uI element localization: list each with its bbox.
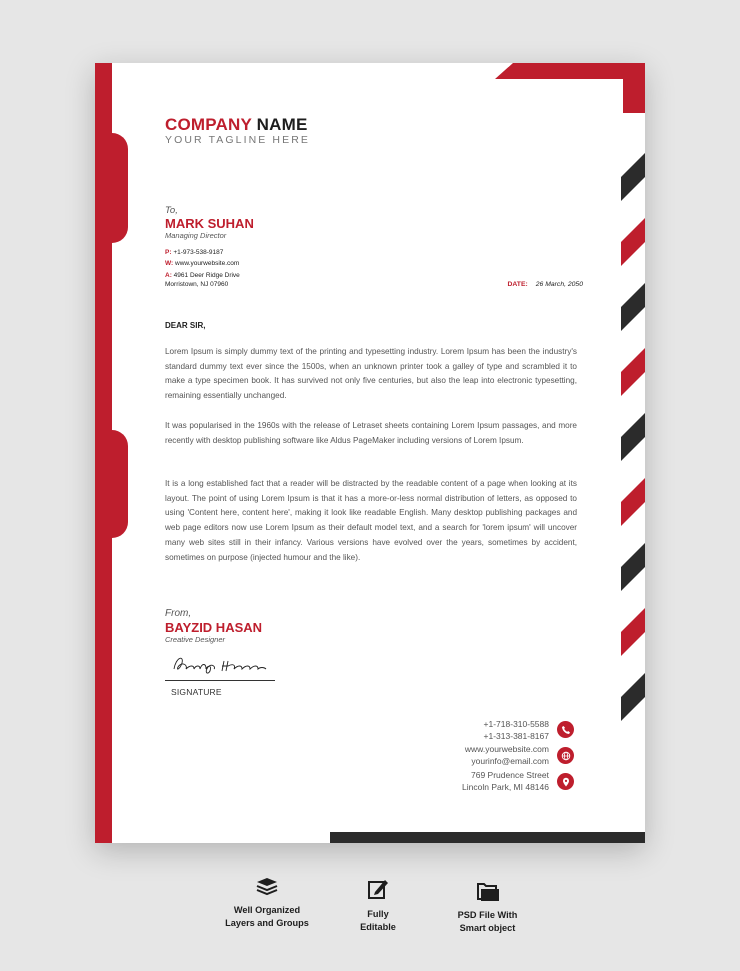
letter-date bbox=[508, 281, 584, 288]
footer-phone-2: +1-313-381-8167 bbox=[483, 731, 549, 741]
company-tagline: YOUR TAGLINE HERE bbox=[165, 134, 311, 146]
signature-label: SIGNATURE bbox=[171, 687, 222, 697]
company-name bbox=[165, 115, 308, 135]
edit-icon bbox=[366, 877, 390, 901]
feature-psd bbox=[440, 880, 535, 934]
feature-psd-line1: PSD File With bbox=[457, 910, 518, 920]
location-pin-icon bbox=[557, 773, 574, 790]
body-paragraph-3: It is a long established fact that a reader will be distracted by the readable content of a page when looking at its layout. The point of using Lorem Ipsum is that it has a more-or-less normal distribution of letters, as opposed to using 'Content here, content here', making it look like readable English. Many desktop publishing packages and web page editors now use Lorem Ipsum as their default model text, and a search for 'lorem ipsum' will uncover many web sites still in their infancy. Various versions have evolved over the years, sometimes by accident, sometimes on purpose (injected humour and the like). bbox=[165, 479, 577, 562]
phone-icon bbox=[557, 721, 574, 738]
left-accent-tab-middle bbox=[112, 430, 128, 538]
company-name-part1: COMPANY bbox=[165, 115, 252, 134]
address-line2: Morristown, NJ 07960 bbox=[165, 281, 229, 288]
salutation: DEAR SIR, bbox=[165, 321, 206, 330]
web-value: www.yourwebsite.com bbox=[175, 260, 240, 267]
feature-editable bbox=[338, 877, 418, 933]
company-name-part2: NAME bbox=[256, 115, 308, 134]
top-right-corner-accent bbox=[495, 63, 645, 113]
footer-web bbox=[465, 743, 549, 767]
footer-address bbox=[462, 769, 549, 793]
recipient-website bbox=[165, 259, 239, 268]
left-accent-bar bbox=[95, 63, 112, 843]
phone-value: +1-973-538-9187 bbox=[173, 249, 224, 256]
feature-editable-line2: Editable bbox=[360, 921, 396, 932]
footer-email: yourinfo@email.com bbox=[471, 756, 549, 766]
feature-layers bbox=[212, 877, 322, 929]
recipient-address bbox=[165, 271, 240, 289]
sender-title: Creative Designer bbox=[165, 635, 226, 644]
feature-layers-line1: Well Organized bbox=[233, 905, 301, 915]
layers-icon bbox=[255, 877, 279, 897]
date-label: DATE: bbox=[507, 281, 528, 288]
to-label: To, bbox=[165, 205, 178, 216]
globe-icon bbox=[557, 747, 574, 764]
sender-name: BAYZID HASAN bbox=[165, 620, 263, 635]
footer-website: www.yourwebsite.com bbox=[464, 744, 549, 754]
signature-image bbox=[170, 653, 270, 677]
address-label: A: bbox=[165, 272, 172, 279]
footer-address-2: Lincoln Park, MI 48146 bbox=[462, 782, 549, 792]
date-value: 26 March, 2050 bbox=[535, 281, 583, 288]
address-line1: 4961 Deer Ridge Drive bbox=[173, 272, 240, 279]
letterhead-page bbox=[95, 63, 645, 843]
folder-icon bbox=[475, 880, 501, 902]
feature-layers-line2: Layers and Groups bbox=[225, 917, 309, 928]
web-label: W: bbox=[165, 260, 174, 267]
feature-editable-line1: Fully bbox=[367, 909, 389, 919]
body-paragraph-1: Lorem Ipsum is simply dummy text of the printing and typesetting industry. Lorem Ipsum has been the industry's standard dummy text ever since the 1500s, when an unknown printer took a galley of type and scrambled it to make a type specimen book. It has survived not only five centuries, but also the leap into electronic typesetting, remaining essentially unchanged. bbox=[165, 347, 577, 401]
feature-psd-line2: Smart object bbox=[459, 922, 516, 933]
body-paragraph-2: It was popularised in the 1960s with the release of Letraset sheets containing Lorem Ipsum passages, and more recently with desktop publishing software like Aldus PageMaker including versions of Lorem Ipsum. bbox=[165, 421, 577, 445]
footer-phone-1: +1-718-310-5588 bbox=[483, 719, 549, 729]
recipient-name: MARK SUHAN bbox=[165, 216, 254, 231]
from-label: From, bbox=[165, 608, 192, 619]
recipient-title: Managing Director bbox=[165, 231, 227, 240]
signature-line bbox=[165, 680, 275, 681]
footer-phones bbox=[484, 718, 549, 742]
right-diagonal-stripes bbox=[621, 153, 645, 723]
phone-label: P: bbox=[165, 249, 172, 256]
footer-address-1: 769 Prudence Street bbox=[471, 770, 549, 780]
bottom-dark-bar bbox=[330, 832, 645, 843]
left-accent-tab-top bbox=[112, 133, 128, 243]
recipient-phone bbox=[165, 248, 223, 257]
